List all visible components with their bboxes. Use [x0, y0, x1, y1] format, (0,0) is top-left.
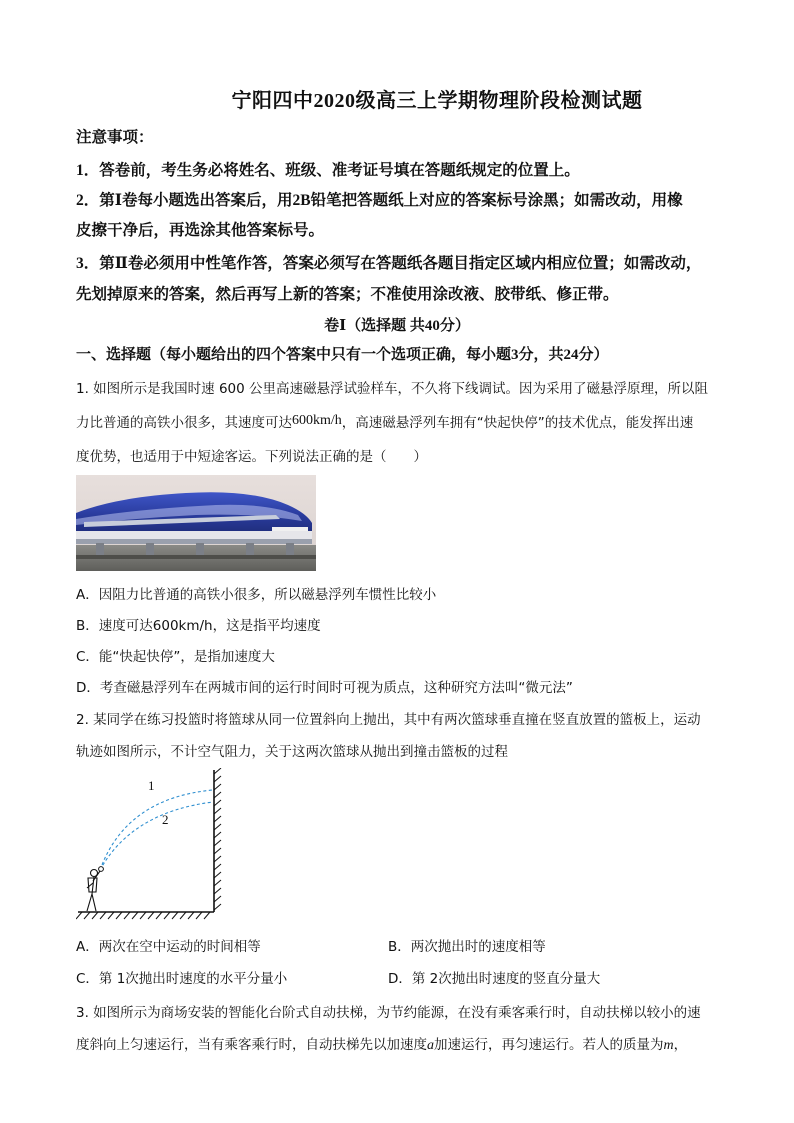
q1-option-a: A．因阻力比普通的高铁小很多，所以磁悬浮列车惯性比较小	[76, 587, 437, 603]
q1-option-c: C．能“快起快停”，是指加速度大	[76, 649, 275, 665]
notice-heading: 注意事项：	[76, 129, 154, 146]
q3-line-2-mid: 加速运行，再匀速运行。若人的质量为	[434, 1037, 664, 1053]
q3-var-a: a	[427, 1038, 434, 1053]
q1-line-2-start: 力比普通的高铁小很多，其速度可达	[76, 415, 292, 431]
volume-heading: 卷Ⅰ（选择题 共40分）	[324, 318, 470, 334]
q3-var-m: m	[663, 1038, 674, 1053]
notice-line-4: 3．第Ⅱ卷必须用中性笔作答，答案必须写在答题纸各题目指定区域内相应位置；如需改动，	[76, 255, 702, 272]
notice-line-5: 先划掉原来的答案，然后再写上新的答案；不准使用涂改液、胶带纸、修正带。	[76, 286, 619, 303]
q3-line-2-start: 度斜向上匀速运行，当有乘客乘行时，自动扶梯先以加速度	[76, 1037, 427, 1053]
notice-line-2: 2．第Ⅰ卷每小题选出答案后，用2B铅笔把答题纸上对应的答案标号涂黑；如需改动，用橡	[76, 192, 683, 209]
q1-speed-value: 600km/h	[292, 413, 342, 428]
q2-line-2: 轨迹如图所示，不计空气阻力，关于这两次篮球从抛出到撞击篮板的过程	[76, 744, 508, 760]
section-heading: 一、选择题（每小题给出的四个答案中只有一个选项正确，每小题3分，共24分）	[76, 347, 609, 363]
q1-line-3: 度优势，也适用于中短途客运。下列说法正确的是（ ）	[76, 449, 427, 465]
q2-option-b: B．两次抛出时的速度相等	[388, 939, 546, 955]
q1-line-2	[76, 411, 693, 432]
q3-line-1: 3. 如图所示为商场安装的智能化台阶式自动扶梯，为节约能源，在没有乘客乘行时，自动扶梯以较小的速	[76, 1005, 701, 1021]
q3-line-2	[76, 1033, 687, 1054]
q2-option-d: D．第 2次抛出时速度的竖直分量大	[388, 971, 601, 987]
q2-option-c: C．第 1次抛出时速度的水平分量小	[76, 971, 288, 987]
q2-line-1: 2. 某同学在练习投篮时将篮球从同一位置斜向上抛出，其中有两次篮球垂直撞在竖直放置的篮板上，运动	[76, 712, 701, 728]
notice-line-3: 皮擦干净后，再选涂其他答案标号。	[76, 222, 325, 239]
page-title: 宁阳四中2020级高三上学期物理阶段检测试题	[231, 90, 643, 112]
q1-line-2-end: ，高速磁悬浮列车拥有“快起快停”的技术优点，能发挥出速	[341, 415, 694, 431]
q3-line-2-end: ，	[673, 1037, 688, 1053]
notice-line-1: 1．答卷前，考生务必将姓名、班级、准考证号填在答题纸规定的位置上。	[76, 162, 580, 179]
q1-option-b: B．速度可达600km/h，这是指平均速度	[76, 618, 321, 634]
trajectory-label-1: 1	[148, 778, 155, 793]
basketball-trajectory-diagram	[76, 768, 226, 920]
maglev-train-photo	[76, 475, 316, 571]
q1-line-1: 1. 如图所示是我国时速 600 公里高速磁悬浮试验样车，不久将下线调试。因为采用了磁悬浮原理，所以阻	[76, 381, 709, 397]
q1-option-d: D．考查磁悬浮列车在两城市间的运行时间时可视为质点，这种研究方法叫“微元法”	[76, 680, 573, 696]
q2-option-a: A．两次在空中运动的时间相等	[76, 939, 261, 955]
trajectory-label-2: 2	[162, 812, 169, 827]
